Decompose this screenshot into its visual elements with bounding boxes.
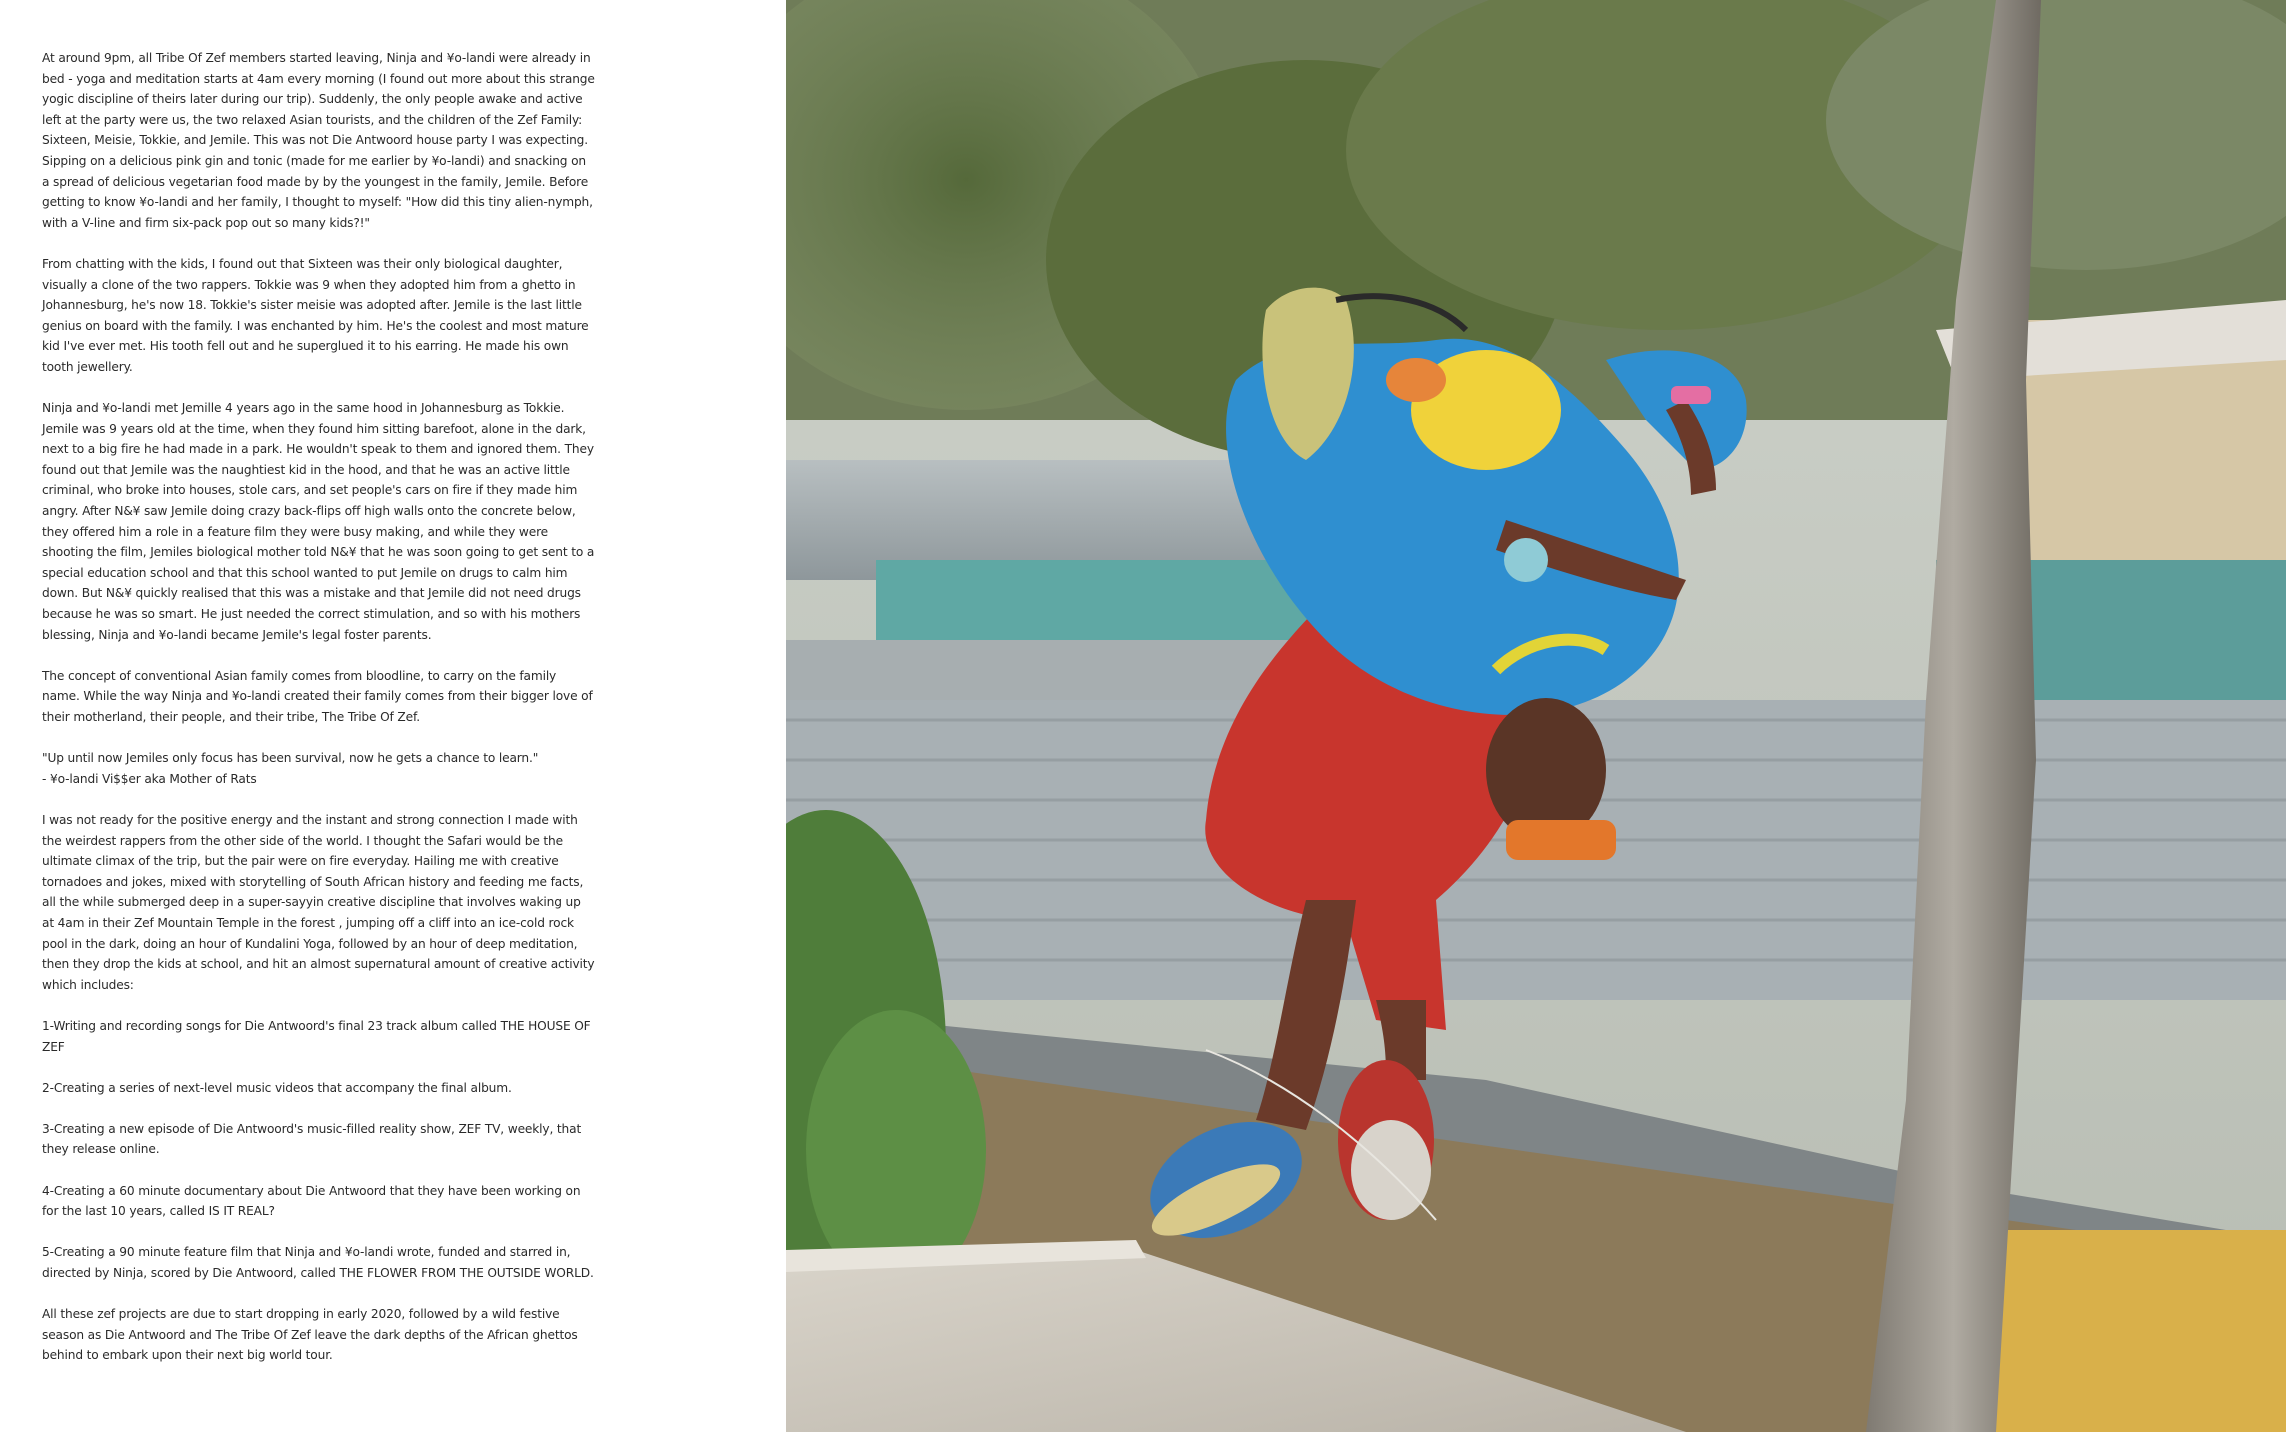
paragraph-closing: All these zef projects are due to start dropping in early 2020, followed by a wild festive season as Die Antwoord and The Tribe Of Zef leave the dark depths of the African ghettos behind to embark upon their next big world tour. [42, 1307, 578, 1363]
paragraph-party: At around 9pm, all Tribe Of Zef members started leaving, Ninja and ¥o-landi were already in bed - yoga and meditation starts at 4am every morning (I found out more about this strange yogic discipline of theirs later during our trip). Suddenly, the only people awake and active left at the party were us, the two relaxed Asian tourists, and the children of the Zef Family: Sixteen, Meisie, Tokkie, and Jemile. This was not Die Antwoord house party I was expecting. Sipping on a delicious pink gin and tonic (made for me earlier by ¥o-landi) and snacking on a spread of delicious vegetarian food made by by the youngest in the family, Jemile. Before getting to know ¥o-landi and her family, I thought to myself: "How did this tiny alien-nymph, with a V-line and firm six-pack pop out so many kids?!" [42, 51, 595, 230]
list-item-zef-tv: 3-Creating a new episode of Die Antwoord's music-filled reality show, ZEF TV, weekly, that they release online. [42, 1121, 582, 1157]
paragraph-jemile: Ninja and ¥o-landi met Jemille 4 years ago in the same hood in Johannesburg as Tokkie. Jemile was 9 years old at the time, when they found him sitting barefoot, alone in the dark, next to a big fire he had made in a park. He wouldn't speak to them and ignored them. They found out that Jemile was the naughtiest kid in the hood, and that he was an active little criminal, who broke into houses, stole cars, and set people's cars on fire if they made him angry. After N&¥ saw Jemile doing crazy back-flips off high walls onto the concrete below, they offered him a role in a feature film they were busy making, and while they were shooting the film, Jemiles biological mother told N&¥ that he was soon going to get sent to a special education school and that this school wanted to put Jemile on drugs to calm him down. But N&¥ quickly realised that this was a mistake and that Jemile did not need drugs because he was so smart. He just needed the correct stimulation, and so with his mothers blessing, Ninja and ¥o-landi became Jemile's legal foster parents. [42, 401, 595, 642]
list-item-documentary: 4-Creating a 60 minute documentary about Die Antwoord that they have been working on for the last 10 years, called IS IT REAL? [42, 1183, 581, 1219]
boy-backflip-photo [786, 0, 2286, 1432]
boy-pink-wristband [1671, 386, 1711, 404]
photo-illustration [786, 0, 2286, 1432]
article-text-page [0, 0, 786, 1432]
list-item-videos: 2-Creating a series of next-level music videos that accompany the final album. [42, 1080, 512, 1095]
list-item-feature-film: 5-Creating a 90 minute feature film that Ninja and ¥o-landi wrote, funded and starred in, directed by Ninja, scored by Die Antwoord, called THE FLOWER FROM THE OUTSIDE WORLD. [42, 1245, 594, 1281]
paragraph-quote: "Up until now Jemiles only focus has been survival, now he gets a chance to learn." - ¥o-landi Vi$$er aka Mother of Rats [42, 751, 539, 786]
paragraph-energy: I was not ready for the positive energy and the instant and strong connection I made with the weirdest rappers from the other side of the world. I thought the Safari would be the ultimate climax of the trip, but the pair were on fire everyday. Hailing me with creative tornadoes and jokes, mixed with storytelling of South African history and feeding me facts, all the while submerged deep in a super-sayyin creative discipline that involves waking up at 4am in their Zef Mountain Temple in the forest , jumping off a cliff into an ice-cold rock pool in the dark, doing an hour of Kundalini Yoga, followed by an hour of deep meditation, then they drop the kids at school, and hit an almost supernatural amount of creative activity which includes: [42, 812, 595, 992]
paragraph-family-concept: The concept of conventional Asian family comes from bloodline, to carry on the family name. While the way Ninja and ¥o-landi created their family comes from their bigger love of their motherland, their people, and their tribe, The Tribe Of Zef. [42, 668, 593, 724]
boy-right-sneaker-sole [1351, 1120, 1431, 1220]
paragraph-kids: From chatting with the kids, I found out that Sixteen was their only biological daughter, visually a clone of the two rappers. Tokkie was 9 when they adopted him from a ghetto in Johannesburg, he's now 18. Tokkie's sister meisie was adopted after. Jemile is the last little genius on board with the family. I was enchanted by him. He's the coolest and most mature kid I've ever met. His tooth fell out and he superglued it to his earring. He made his own tooth jewellery. [42, 256, 589, 374]
list-item-album: 1-Writing and recording songs for Die Antwoord's final 23 track album called THE HOUSE OF ZEF [42, 1018, 591, 1054]
sweater-orange-fish [1386, 358, 1446, 402]
boy-watch [1504, 538, 1548, 582]
boy-orange-glasses [1506, 820, 1616, 860]
